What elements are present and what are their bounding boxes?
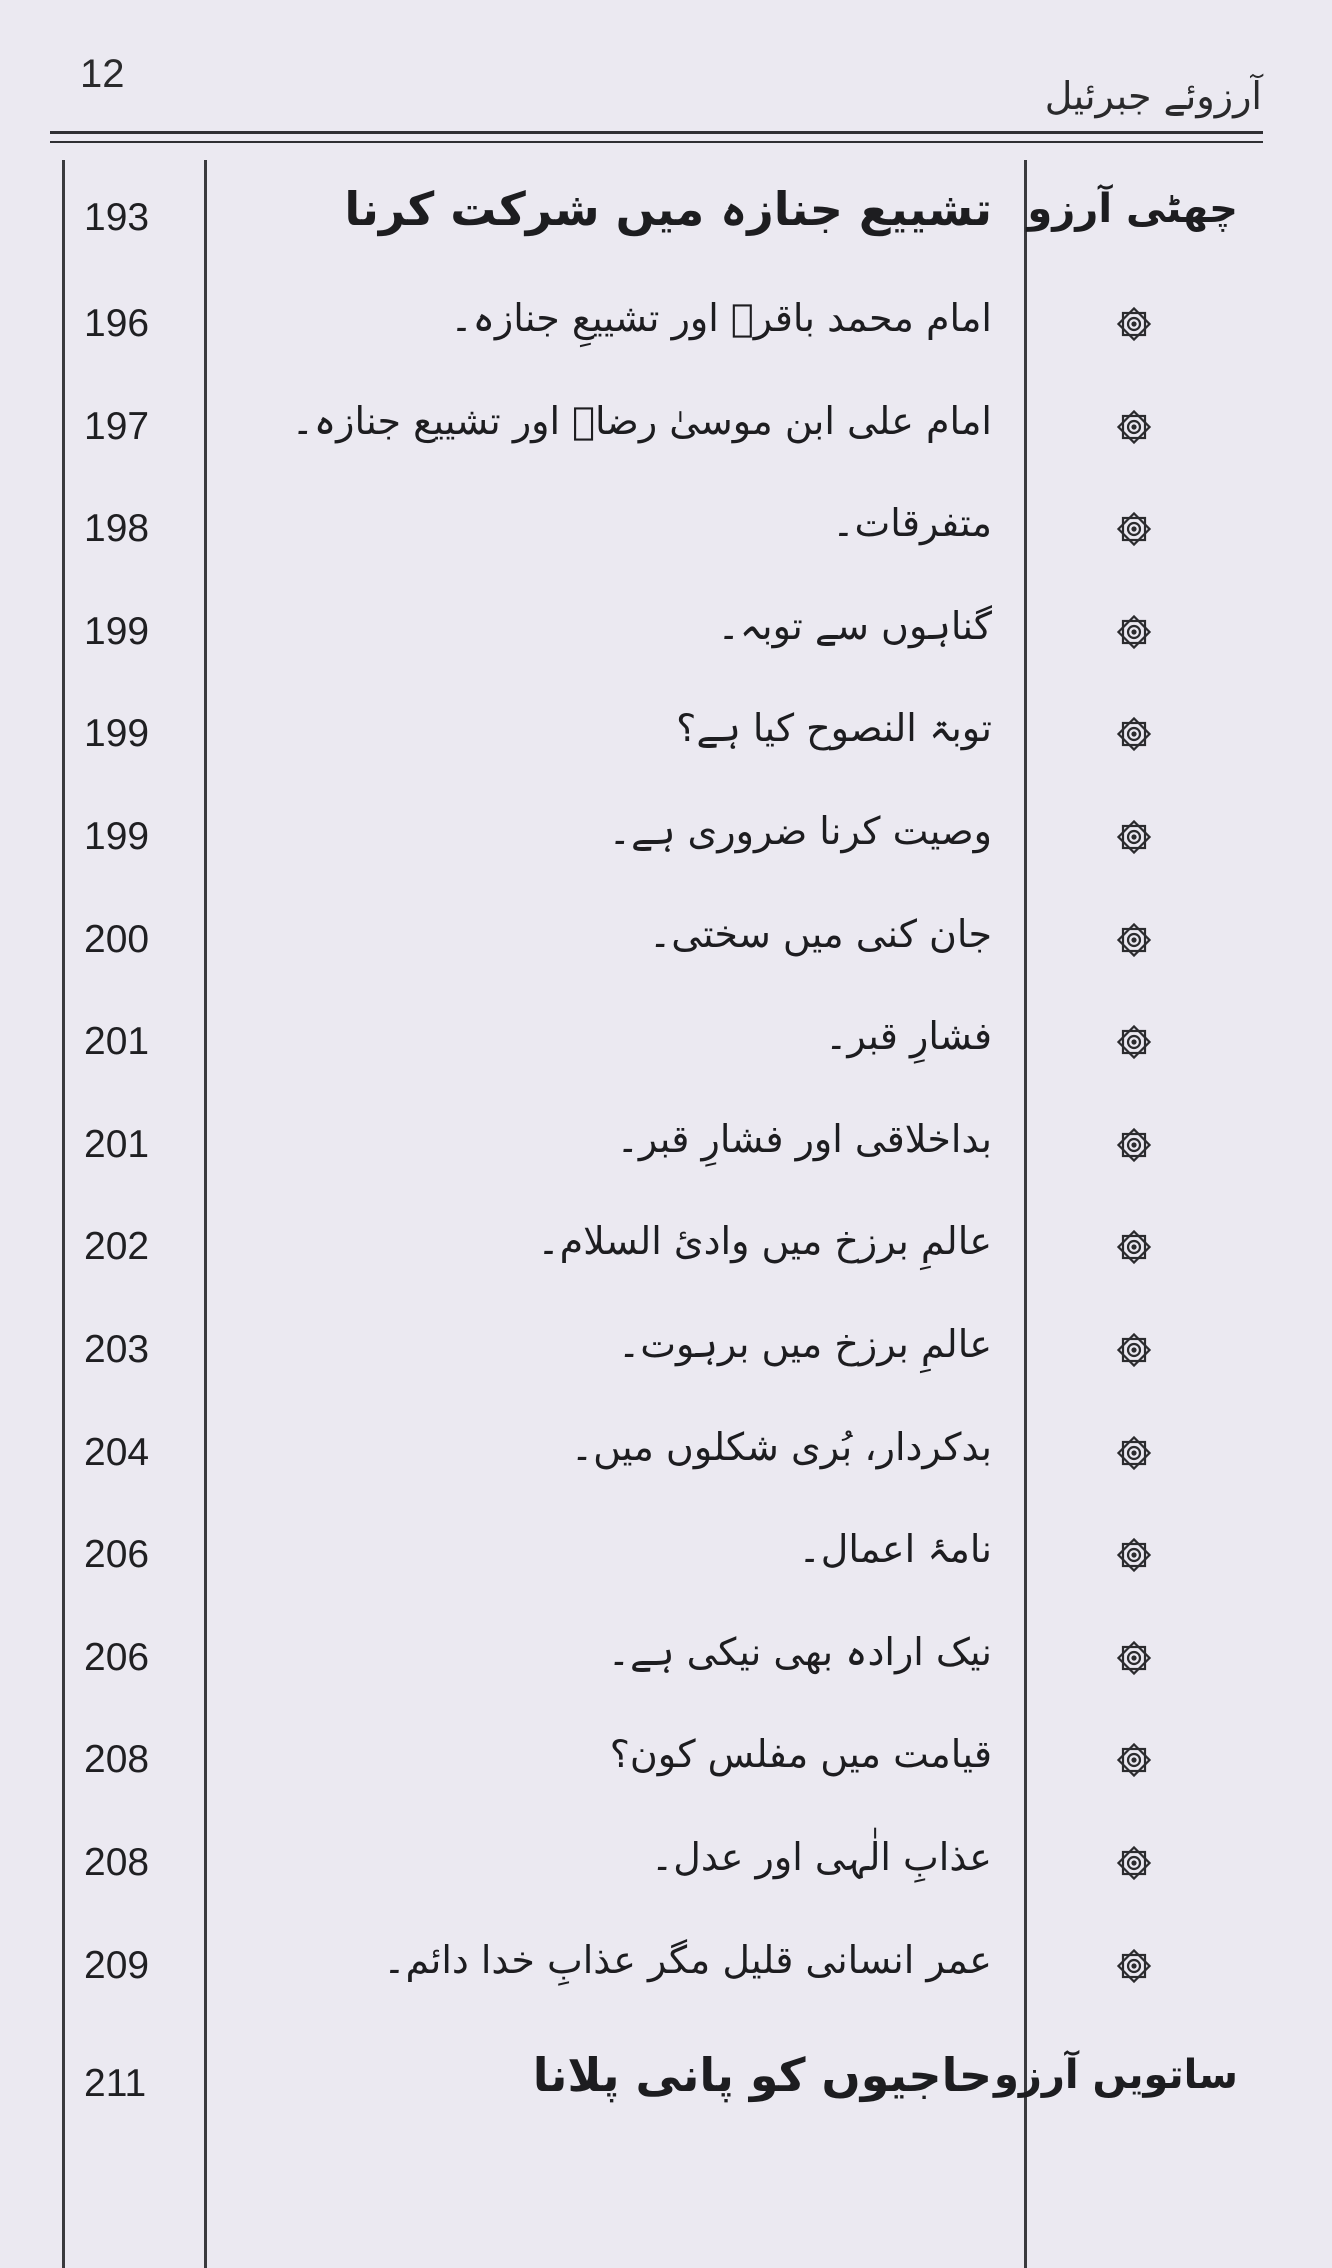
toc-entry-row <box>62 483 1252 573</box>
page-ref: 193 <box>84 196 150 239</box>
entry-title: امام علی ابن موسیٰ رضاؑ اور تشییع جنازہ۔ <box>291 398 992 443</box>
page-ref: 208 <box>84 1841 150 1884</box>
page-number: 12 <box>80 52 125 96</box>
section-heading-row <box>62 2038 1252 2128</box>
toc-entry-row <box>62 791 1252 881</box>
page-ref: 201 <box>84 1122 150 1166</box>
entry-title: عالمِ برزخ میں برہوت۔ <box>617 1322 992 1366</box>
page-ref: 198 <box>84 507 150 551</box>
page-ref: 201 <box>84 1020 150 1064</box>
book-title: آرزوئے جبرئیل <box>1044 74 1262 118</box>
toc-entry-row <box>62 1509 1252 1599</box>
header-rule <box>50 131 1263 134</box>
star-bullet-icon <box>1114 1843 1154 1883</box>
star-bullet-icon <box>1114 1125 1154 1165</box>
entry-title: گناہوں سے توبہ۔ <box>717 603 992 648</box>
table-of-contents <box>62 160 1252 2268</box>
toc-entry-row <box>62 1201 1252 1291</box>
star-bullet-icon <box>1114 1740 1154 1780</box>
chapter-label: ساتویں آرزو <box>993 2052 1238 2098</box>
entry-title: بدکردار، بُری شکلوں میں۔ <box>570 1424 992 1469</box>
entry-title: نیک ارادہ بھی نیکی ہے۔ <box>607 1629 992 1674</box>
star-bullet-icon <box>1114 714 1154 754</box>
page-ref: 203 <box>84 1328 150 1371</box>
star-bullet-icon <box>1114 1638 1154 1678</box>
toc-entry-row <box>62 894 1252 984</box>
entry-title: عذابِ الٰہی اور عدل۔ <box>650 1835 992 1879</box>
section-title: تشییع جنازہ میں شرکت کرنا <box>344 182 992 236</box>
entry-title: توبۃ النصوح کیا ہے؟ <box>676 706 992 751</box>
toc-entry-row <box>62 1920 1252 2010</box>
toc-entry-row <box>62 1099 1252 1189</box>
entry-title: فشارِ قبر۔ <box>825 1014 992 1059</box>
entry-title: متفرقات۔ <box>832 501 992 546</box>
star-bullet-icon <box>1114 407 1154 447</box>
page-ref: 199 <box>84 815 150 858</box>
page-ref: 200 <box>84 917 150 961</box>
entry-title: قیامت میں مفلس کون؟ <box>609 1732 992 1777</box>
toc-entry-row <box>62 1304 1252 1394</box>
star-bullet-icon <box>1114 304 1154 344</box>
section-title: حاجیوں کو پانی پلانا <box>532 2048 992 2102</box>
star-bullet-icon <box>1114 1535 1154 1575</box>
star-bullet-icon <box>1114 509 1154 549</box>
toc-entry-row <box>62 996 1252 1086</box>
toc-entry-row <box>62 381 1252 471</box>
toc-entry-row <box>62 1407 1252 1497</box>
star-bullet-icon <box>1114 1227 1154 1267</box>
toc-entry-row <box>62 1714 1252 1804</box>
page-ref: 206 <box>84 1635 150 1679</box>
toc-entry-row <box>62 1612 1252 1702</box>
entry-title: امام محمد باقرؑ اور تشییعِ جنازہ۔ <box>450 296 992 340</box>
page-ref: 208 <box>84 1738 150 1782</box>
entry-title: وصیت کرنا ضروری ہے۔ <box>608 809 992 853</box>
page-ref: 211 <box>84 2062 147 2105</box>
entry-title: جان کنی میں سختی۔ <box>649 911 992 956</box>
entry-title: بداخلاقی اور فشارِ قبر۔ <box>616 1116 992 1161</box>
page-ref: 202 <box>84 1225 150 1269</box>
star-bullet-icon <box>1114 1946 1154 1986</box>
toc-entry-row <box>62 586 1252 676</box>
page-ref: 206 <box>84 1533 150 1577</box>
star-bullet-icon <box>1114 1330 1154 1370</box>
page-ref: 199 <box>84 712 150 756</box>
entry-title: عالمِ برزخ میں وادیٔ السلام۔ <box>537 1219 992 1264</box>
page-ref: 199 <box>84 609 150 653</box>
page-ref: 204 <box>84 1430 150 1474</box>
page-ref: 209 <box>84 1943 150 1987</box>
entry-title: نامۂ اعمال۔ <box>798 1527 992 1572</box>
page-ref: 196 <box>84 302 150 345</box>
section-heading-row <box>62 172 1252 262</box>
entry-title: عمر انسانی قلیل مگر عذابِ خدا دائم۔ <box>383 1937 992 1982</box>
toc-entry-row <box>62 688 1252 778</box>
star-bullet-icon <box>1114 817 1154 857</box>
star-bullet-icon <box>1114 612 1154 652</box>
toc-entry-row <box>62 1817 1252 1907</box>
star-bullet-icon <box>1114 920 1154 960</box>
page-ref: 197 <box>84 404 150 448</box>
star-bullet-icon <box>1114 1433 1154 1473</box>
chapter-label: چھٹی آرزو <box>1027 186 1238 232</box>
header-rule-thin <box>50 141 1263 143</box>
toc-entry-row <box>62 278 1252 368</box>
star-bullet-icon <box>1114 1022 1154 1062</box>
